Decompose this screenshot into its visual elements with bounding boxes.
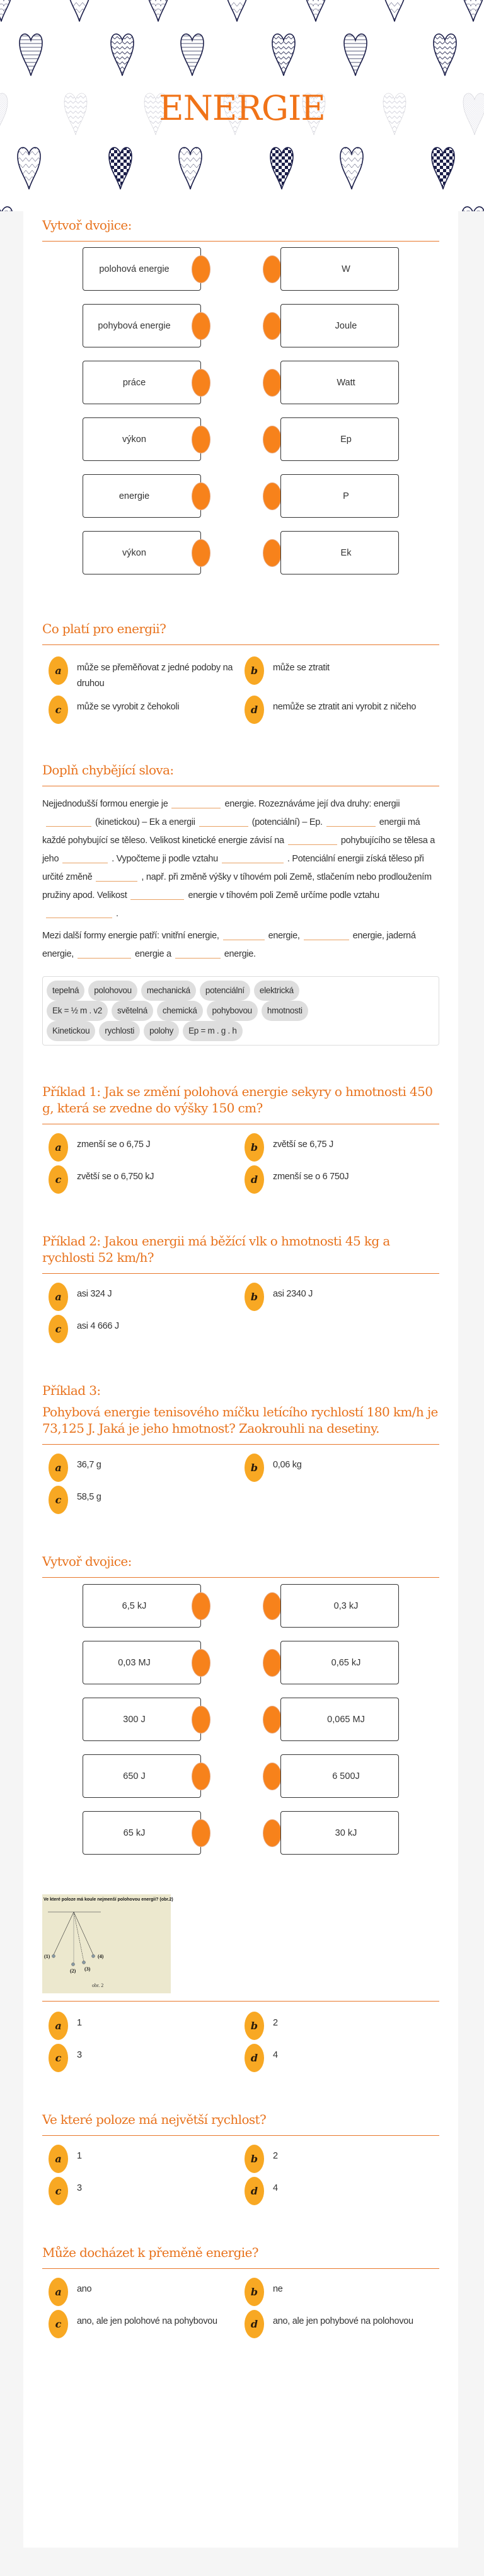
option-c[interactable]: c 3 <box>49 2044 245 2072</box>
match-grid <box>42 1584 439 1868</box>
word-chip[interactable]: potenciální <box>200 981 250 1001</box>
heart-decoration-icon <box>339 144 364 190</box>
match-section-2 <box>42 1553 439 1868</box>
match-item-left[interactable]: výkon <box>83 531 201 574</box>
match-connector-dot[interactable] <box>192 1592 210 1620</box>
match-item-right[interactable]: W <box>280 247 399 291</box>
option-letter-badge: a <box>49 656 68 685</box>
heart-decoration-icon <box>108 144 133 190</box>
match-connector-dot[interactable] <box>263 1819 282 1847</box>
word-chip[interactable]: hmotnosti <box>262 1001 308 1021</box>
heart-decoration-icon <box>432 30 458 77</box>
match-connector-dot[interactable] <box>263 369 282 397</box>
options-grid <box>49 2012 439 2072</box>
heart-decoration-icon <box>16 144 42 190</box>
heart-decoration-icon <box>146 0 171 23</box>
match-connector-dot[interactable] <box>263 1763 282 1790</box>
option-a[interactable]: a 1 <box>49 2012 245 2040</box>
options-grid <box>49 2145 439 2205</box>
word-chip[interactable]: polohy <box>144 1021 179 1041</box>
option-c[interactable]: c 58,5 g <box>49 1486 245 1514</box>
fill-in-section <box>42 762 439 1046</box>
option-b[interactable]: b může se ztratit <box>245 656 441 692</box>
option-letter-badge: b <box>245 1283 264 1311</box>
word-chip[interactable]: rychlosti <box>99 1021 140 1041</box>
heart-decoration-icon <box>0 203 14 211</box>
blank-input[interactable] <box>130 890 184 900</box>
match-row <box>42 1754 439 1811</box>
match-item-right[interactable]: 0,3 kJ <box>280 1584 399 1628</box>
match-row <box>42 1811 439 1868</box>
heart-decoration-icon <box>271 30 296 77</box>
match-connector-dot[interactable] <box>192 539 210 567</box>
word-chip[interactable]: polohovou <box>88 981 137 1001</box>
option-letter-badge: a <box>49 2278 68 2306</box>
options-grid <box>49 2278 439 2338</box>
question-highest-speed <box>42 2111 439 2205</box>
word-chip[interactable]: Ek = ½ m . v2 <box>47 1001 108 1021</box>
option-c[interactable]: c ano, ale jen polohové na pohybovou <box>49 2310 245 2338</box>
match-connector-dot[interactable] <box>263 539 282 567</box>
match-item-left[interactable]: energie <box>83 474 201 518</box>
blank-input[interactable] <box>199 817 248 827</box>
svg-text:(1): (1) <box>44 1954 50 1959</box>
match-item-right[interactable]: Watt <box>280 361 399 404</box>
option-a[interactable]: a 1 <box>49 2145 245 2173</box>
match-item-right[interactable]: P <box>280 474 399 518</box>
word-chip[interactable]: Ep = m . g . h <box>183 1021 242 1041</box>
option-b[interactable]: b asi 2340 J <box>245 1283 441 1311</box>
section-title: Doplň chybějící slova: <box>42 762 439 786</box>
section-title: Co platí pro energii? <box>42 621 439 645</box>
match-connector-dot[interactable] <box>192 1706 210 1734</box>
match-connector-dot[interactable] <box>192 1763 210 1790</box>
word-chip[interactable]: mechanická <box>141 981 196 1001</box>
option-a[interactable]: a asi 324 J <box>49 1283 245 1311</box>
options-grid <box>49 656 439 724</box>
blank-input[interactable] <box>304 930 349 940</box>
match-item-left[interactable]: 0,03 MJ <box>83 1641 201 1684</box>
question-pendulum-lowest-energy <box>42 1894 439 2072</box>
match-connector-dot[interactable] <box>263 255 282 283</box>
match-connector-dot[interactable] <box>263 312 282 340</box>
option-letter-badge: a <box>49 1454 68 1482</box>
match-item-left[interactable]: pohybová energie <box>83 304 201 347</box>
heart-decoration-icon <box>110 30 135 77</box>
page-title: ENERGIE <box>159 88 325 128</box>
header-banner <box>0 0 484 211</box>
option-letter-badge: b <box>245 2145 264 2173</box>
match-connector-dot[interactable] <box>263 482 282 510</box>
option-d[interactable]: d zmenší se o 6 750J <box>245 1165 441 1194</box>
match-item-right[interactable]: 30 kJ <box>280 1811 399 1855</box>
match-row <box>42 361 439 417</box>
option-letter-badge: b <box>245 2278 264 2306</box>
heart-decoration-icon <box>180 30 205 77</box>
blank-input[interactable] <box>46 908 112 918</box>
option-a[interactable]: a zmenší se o 6,75 J <box>49 1133 245 1162</box>
word-chip[interactable]: pohybovou <box>207 1001 258 1021</box>
heart-decoration-icon <box>0 0 14 23</box>
option-letter-badge: b <box>245 2012 264 2040</box>
svg-text:(3): (3) <box>84 1966 91 1972</box>
match-row <box>42 474 439 531</box>
option-a[interactable]: a 36,7 g <box>49 1454 245 1482</box>
option-letter-badge: b <box>245 1454 264 1482</box>
option-letter-badge: a <box>49 1283 68 1311</box>
option-c[interactable]: c asi 4 666 J <box>49 1315 245 1343</box>
word-chip[interactable]: tepelná <box>47 981 84 1001</box>
blank-input[interactable] <box>326 817 376 827</box>
match-item-left[interactable]: práce <box>83 361 201 404</box>
worksheet-card <box>23 202 458 2548</box>
match-item-left[interactable]: 6,5 kJ <box>83 1584 201 1628</box>
blank-input[interactable] <box>222 853 284 863</box>
section-title: Vytvoř dvojice: <box>42 1553 439 1578</box>
match-grid <box>42 247 439 588</box>
blank-input[interactable] <box>288 835 337 845</box>
heart-decoration-icon <box>461 203 484 211</box>
option-a[interactable]: a ano <box>49 2278 245 2306</box>
section-title: Příklad 1: Jak se změní polohová energie sekyry o hmotnosti 450 g, která se zvedne do výšky 150 cm? <box>42 1083 439 1124</box>
heart-decoration-icon <box>178 144 203 190</box>
option-b[interactable]: b 2 <box>245 2145 441 2173</box>
svg-text:(4): (4) <box>98 1954 104 1959</box>
blank-input[interactable] <box>175 948 221 959</box>
option-letter-badge: c <box>49 2177 68 2205</box>
match-row <box>42 1641 439 1698</box>
heart-decoration-icon <box>18 30 43 77</box>
option-b[interactable]: b ne <box>245 2278 441 2306</box>
match-connector-dot[interactable] <box>192 1649 210 1677</box>
match-connector-dot[interactable] <box>263 1592 282 1620</box>
blank-input[interactable] <box>62 853 108 863</box>
option-c[interactable]: c zvětší se o 6,750 kJ <box>49 1165 245 1194</box>
option-letter-badge: c <box>49 1315 68 1343</box>
match-item-left[interactable]: polohová energie <box>83 247 201 291</box>
options-grid <box>49 1133 439 1194</box>
option-d[interactable]: d 4 <box>245 2177 441 2205</box>
heart-decoration-icon <box>430 144 456 190</box>
blank-input[interactable] <box>171 798 221 808</box>
option-letter-badge: d <box>245 696 264 724</box>
match-row <box>42 1698 439 1754</box>
match-item-left[interactable]: 300 J <box>83 1698 201 1741</box>
match-item-right[interactable]: Ep <box>280 417 399 461</box>
option-b[interactable]: b zvětší se 6,75 J <box>245 1133 441 1162</box>
option-d[interactable]: d nemůže se ztratit ani vyrobit z ničeho <box>245 696 441 724</box>
match-item-left[interactable]: 65 kJ <box>83 1811 201 1855</box>
match-connector-dot[interactable] <box>192 426 210 453</box>
section-title: Příklad 2: Jakou energii má běžící vlk o hmotnosti 45 kg a rychlosti 52 km/h? <box>42 1233 439 1274</box>
heart-decoration-icon <box>303 0 328 23</box>
option-letter-badge: d <box>245 2177 264 2205</box>
option-letter-badge: a <box>49 1133 68 1162</box>
match-row <box>42 417 439 474</box>
match-row <box>42 247 439 304</box>
blank-input[interactable] <box>223 930 265 940</box>
blank-input[interactable] <box>96 871 137 882</box>
option-letter-badge: d <box>245 2044 264 2072</box>
match-row <box>42 304 439 361</box>
section-title: Příklad 3: Pohybová energie tenisového míčku letícího rychlostí 180 km/h je 73,125 J. Jaká je jeho hmotnost? Zaokrouhli na desetiny. <box>42 1382 439 1445</box>
match-item-right[interactable]: 0,65 kJ <box>280 1641 399 1684</box>
option-c[interactable]: c 3 <box>49 2177 245 2205</box>
option-letter-badge: c <box>49 2310 68 2338</box>
match-connector-dot[interactable] <box>192 482 210 510</box>
match-item-left[interactable]: 650 J <box>83 1754 201 1798</box>
option-letter-badge: a <box>49 2012 68 2040</box>
section-title: Může docházet k přeměně energie? <box>42 2244 439 2269</box>
match-connector-dot[interactable] <box>192 1819 210 1847</box>
option-d[interactable]: d 4 <box>245 2044 441 2072</box>
word-chip[interactable]: elektrická <box>254 981 299 1001</box>
section-title: Vytvoř dvojice: <box>42 217 439 242</box>
heart-decoration-icon <box>461 0 484 23</box>
option-b[interactable]: b 0,06 kg <box>245 1454 441 1482</box>
match-connector-dot[interactable] <box>263 426 282 453</box>
match-connector-dot[interactable] <box>263 1706 282 1734</box>
option-letter-badge: c <box>49 1486 68 1514</box>
options-grid <box>49 1283 439 1343</box>
option-b[interactable]: b 2 <box>245 2012 441 2040</box>
heart-decoration-icon <box>269 144 294 190</box>
heart-decoration-icon <box>343 30 368 77</box>
svg-text:(2): (2) <box>70 1968 76 1974</box>
option-letter-badge: c <box>49 1165 68 1194</box>
question-energy-conversion <box>42 2244 439 2338</box>
pendulum-diagram-icon <box>42 1894 171 1993</box>
options-grid <box>49 1454 439 1514</box>
option-letter-badge: d <box>245 2310 264 2338</box>
blank-input[interactable] <box>46 817 91 827</box>
option-letter-badge: d <box>245 1165 264 1194</box>
match-connector-dot[interactable] <box>192 312 210 340</box>
fill-paragraph-2: Mezi další formy energie patří: vnitřní energie, energie, energie, jaderná energie, energie a energie. <box>42 931 416 959</box>
word-chip[interactable]: světelná <box>112 1001 153 1021</box>
match-row <box>42 531 439 588</box>
option-a[interactable]: a může se přeměňovat z jedné podoby na druhou <box>49 656 245 692</box>
fill-paragraph-1: Nejjednodušší formou energie je energie. Rozeznáváme její dva druhy: energii(kinetickou) – Ek a energii (potenciální) – Ep. energii má každé pohybující se těleso. Velikost kinetické energie závisí na pohybujícího se tělesa a jeho . Vypočteme ji podle vztahu . Potenciální energii získá těleso při určité změně , např. při změně výšky v tíhovém poli Země, stlačením nebo prodloužením pružiny apod. Velikost energie v tíhovém poli Země určíme podle vztahu. <box>42 799 435 919</box>
option-letter-badge: b <box>245 1133 264 1162</box>
option-c[interactable]: c může se vyrobit z čehokoli <box>49 696 245 724</box>
pendulum-figure: Ve které poloze má koule nejmenší polohovou energii? (obr.2) (1) (2) (3) (4) obr. 2 <box>42 1894 171 1993</box>
question-example-3 <box>42 1382 439 1514</box>
option-letter-badge: c <box>49 2044 68 2072</box>
blank-input[interactable] <box>78 948 131 959</box>
match-item-right[interactable]: 6 500J <box>280 1754 399 1798</box>
question-example-2 <box>42 1233 439 1343</box>
option-letter-badge: c <box>49 696 68 724</box>
match-connector-dot[interactable] <box>192 369 210 397</box>
word-chip[interactable]: chemická <box>157 1001 203 1021</box>
heart-decoration-icon <box>224 0 250 23</box>
match-item-right[interactable]: 0,065 MJ <box>280 1698 399 1741</box>
match-section-1 <box>42 217 439 588</box>
match-row <box>42 1584 439 1641</box>
match-item-right[interactable]: Ek <box>280 531 399 574</box>
match-connector-dot[interactable] <box>192 255 210 283</box>
option-d[interactable]: d ano, ale jen pohybové na polohovou <box>245 2310 441 2338</box>
option-letter-badge: b <box>245 656 264 685</box>
svg-text:obr. 2: obr. 2 <box>92 1983 104 1988</box>
question-example-1 <box>42 1083 439 1194</box>
heart-decoration-icon <box>67 0 92 23</box>
word-bank <box>42 976 439 1046</box>
question-energy-properties <box>42 621 439 724</box>
match-item-left[interactable]: výkon <box>83 417 201 461</box>
section-title: Ve které poloze má největší rychlost? <box>42 2111 439 2136</box>
match-connector-dot[interactable] <box>263 1649 282 1677</box>
option-letter-badge: a <box>49 2145 68 2173</box>
word-chip[interactable]: Kinetickou <box>47 1021 95 1041</box>
match-item-right[interactable]: Joule <box>280 304 399 347</box>
heart-decoration-icon <box>382 0 407 23</box>
